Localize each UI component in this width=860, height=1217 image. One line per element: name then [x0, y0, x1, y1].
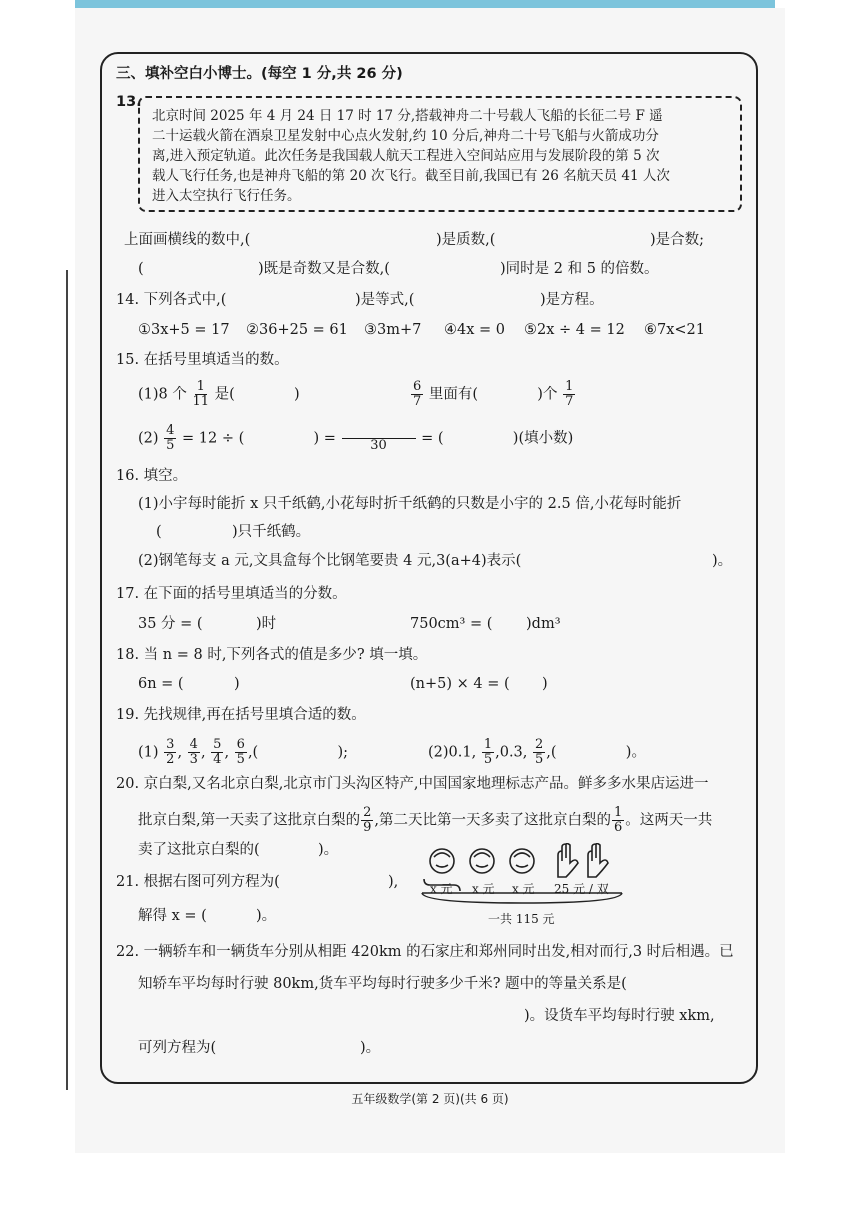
- frac-num: 2: [363, 805, 372, 820]
- label-total: 一共 115 元: [488, 912, 555, 926]
- gloves-picture: [418, 843, 638, 933]
- q19-part1: (1) $\frac{3}{2}$ , $\frac{4}{3}$ , $\frac{5}{4}$ , $\frac{6}{5}$ ,( );: [138, 737, 348, 767]
- q14-option-2: ②36+25 = 61: [246, 322, 348, 338]
- q13-line2b: )既是奇数又是合数,(: [258, 261, 390, 277]
- fraction-1-6: [612, 806, 624, 835]
- q20-line1: 20. 京白梨,又名北京白梨,北京市门头沟区特产,中国国家地理标志产品。鲜多多水果店运进一: [116, 776, 709, 792]
- frac-num: 5: [213, 737, 222, 752]
- q20-line3a: 卖了这批京白梨的(: [138, 842, 260, 858]
- q15-p1c: ): [294, 386, 300, 403]
- q14-option-6: ⑥7x<21: [644, 322, 706, 338]
- frac-num: 6: [413, 379, 422, 394]
- section-title: 三、填补空白小博士。(每空 1 分,共 26 分): [116, 66, 403, 82]
- fraction-4-3: [188, 738, 200, 767]
- fraction-2-9: [361, 806, 373, 835]
- frac-num: 1: [614, 805, 623, 820]
- q13-passage-line-3: 离,进入预定轨道。此次任务是我国载人航天工程进入空间站应用与发展阶段的第 5 次: [152, 148, 660, 164]
- q15-p2b: = 12 ÷ (: [182, 430, 245, 447]
- frac-den: 5: [535, 752, 544, 767]
- q19-p2a: (2)0.1,: [428, 744, 477, 761]
- q16-part2b: )。: [712, 553, 733, 569]
- fraction-6-5: [235, 738, 247, 767]
- frac-den: 7: [413, 394, 422, 409]
- q13-line1a: 上面画横线的数中,(: [124, 232, 251, 248]
- frac-num: 4: [189, 737, 198, 752]
- q21-b2: )。: [256, 908, 277, 924]
- q19-p1b: ,(: [247, 744, 259, 761]
- q15-p1b: 是(: [214, 386, 235, 403]
- q15-p1a: (1)8 个: [138, 386, 187, 403]
- q15-p2c: ) =: [313, 430, 336, 447]
- frac-den: 5: [483, 752, 493, 767]
- fraction-5-4: [211, 738, 223, 767]
- q13-passage-line-4: 载人飞行任务,也是神舟飞船的第 20 次飞行。截至目前,我国已有 26 名航天员 41 人次: [152, 168, 670, 184]
- frac-den: 9: [363, 820, 372, 835]
- q16-part1b: (: [156, 524, 162, 540]
- frac-den: 2: [166, 752, 175, 767]
- q16-title: 16. 填空。: [116, 468, 188, 484]
- q14-option-4: ④4x = 0: [444, 322, 505, 338]
- fraction-1-11: [192, 380, 209, 409]
- q15-p2e: = (: [421, 430, 444, 447]
- q18-a: 6n = (: [138, 676, 184, 692]
- q18-b2: ): [542, 676, 548, 692]
- q20-l2c: 。这两天一共: [625, 812, 713, 829]
- q19-p2b: ,0.3,: [495, 744, 528, 761]
- q19-p1a: (1): [138, 744, 159, 761]
- q20-l2b: ,第二天比第一天多卖了这批京白梨的: [374, 812, 611, 829]
- q13-passage-line-2: 二十运载火箭在酒泉卫星发射中心点火发射,约 10 分后,神舟二十号飞船与火箭成功分: [152, 128, 659, 144]
- q18-b: (n+5) × 4 = (: [410, 676, 510, 692]
- q15-part1-second: [410, 380, 576, 409]
- q17-b: 750cm³ = (: [410, 616, 493, 632]
- q16-part1: (1)小宇每时能折 x 只千纸鹤,小花每时折千纸鹤的只数是小宇的 2.5 倍,小花每时能折: [138, 496, 682, 512]
- frac-num: 4: [166, 423, 175, 438]
- frac-den: 30: [370, 438, 387, 453]
- q17-title: 17. 在下面的括号里填适当的分数。: [116, 586, 347, 602]
- fraction-6-7: [411, 380, 423, 409]
- q13-line2a: (: [138, 261, 144, 277]
- frac-num: 6: [236, 737, 245, 752]
- q14-text-b: )是等式,(: [355, 292, 415, 308]
- q18-title: 18. 当 n = 8 时,下列各式的值是多少? 填一填。: [116, 647, 428, 663]
- fraction-2-5: [533, 738, 545, 767]
- q14-option-5: ⑤2x ÷ 4 = 12: [524, 322, 625, 338]
- q17-b2: )dm³: [526, 616, 561, 632]
- q13-passage-line-5: 进入太空执行飞行任务。: [152, 188, 301, 204]
- frac-num: 1: [565, 379, 574, 394]
- q21-a: 21. 根据右图可列方程为(: [116, 874, 280, 890]
- frac-den: 5: [236, 752, 245, 767]
- q20-line3b: )。: [318, 842, 339, 858]
- fraction-1-5: [482, 738, 494, 767]
- q19-p1c: );: [337, 744, 348, 761]
- hand-glove-icon-left: [558, 844, 578, 878]
- q13-line1c: )是合数;: [650, 232, 705, 248]
- q13-passage-line-1: 北京时间 2025 年 4 月 24 日 17 时 17 分,搭载神舟二十号载人飞船的长征二号 F 遥: [152, 108, 663, 124]
- fraction-1-7: [563, 380, 575, 409]
- margin-line: [66, 270, 68, 1090]
- q22-line4b: )。: [360, 1040, 381, 1056]
- q15-p2f: )(填小数): [512, 430, 574, 447]
- label-x2: x 元: [472, 882, 495, 896]
- frac-num: 1: [483, 737, 493, 752]
- q13-line1b: )是质数,(: [436, 232, 496, 248]
- q20-line2: [138, 806, 712, 835]
- q14-text-a: 14. 下列各式中,(: [116, 292, 227, 308]
- q13-number: 13.: [116, 94, 142, 110]
- hand-glove-icon-right: [588, 844, 608, 878]
- frac-den: 4: [213, 752, 222, 767]
- q19-p2d: )。: [625, 744, 646, 761]
- q21-a2: ),: [388, 874, 399, 890]
- q15-title: 15. 在括号里填适当的数。: [116, 352, 289, 368]
- page-footer: 五年级数学(第 2 页)(共 6 页): [351, 1092, 509, 1106]
- q14-option-3: ③3m+7: [364, 322, 422, 338]
- q13-line2c: )同时是 2 和 5 的倍数。: [500, 261, 659, 277]
- fraction-4-5: [164, 424, 176, 453]
- q17-a2: )时: [256, 616, 277, 632]
- frac-den: 11: [192, 394, 210, 409]
- frac-den: 3: [189, 752, 198, 767]
- q22-line3: )。设货车平均每时行驶 xkm,: [524, 1008, 715, 1024]
- frac-num: 3: [166, 737, 175, 752]
- frac-num: 1: [196, 379, 205, 394]
- fraction-blank-30: [342, 424, 416, 453]
- q15-p1f: )个: [537, 386, 558, 403]
- frac-den: 6: [614, 820, 623, 835]
- q19-p2c: ,(: [546, 744, 557, 761]
- q16-part2: (2)钢笔每支 a 元,文具盒每个比钢笔要贵 4 元,3(a+4)表示(: [138, 553, 522, 569]
- fraction-3-2: [164, 738, 176, 767]
- label-x1: x 元: [430, 882, 453, 896]
- q21-b: 解得 x = (: [138, 908, 207, 924]
- label-pair: 25 元 / 双: [554, 882, 609, 896]
- q14-text-c: )是方程。: [540, 292, 604, 308]
- frac-den: 5: [166, 438, 175, 453]
- q20-l2a: 批京白梨,第一天卖了这批京白梨的: [138, 812, 361, 829]
- q15-part2: [138, 424, 573, 453]
- label-x3: x 元: [512, 882, 535, 896]
- frac-num: 2: [535, 737, 544, 752]
- q17-a: 35 分 = (: [138, 616, 203, 632]
- q22-line4a: 可列方程为(: [138, 1040, 217, 1056]
- frac-den: 7: [565, 394, 574, 409]
- q19-title: 19. 先找规律,再在括号里填合适的数。: [116, 707, 366, 723]
- frac-num-blank[interactable]: [342, 424, 416, 439]
- q14-option-1: ①3x+5 = 17: [138, 322, 230, 338]
- q18-a2: ): [234, 676, 240, 692]
- q15-part1: [138, 380, 300, 409]
- q15-p2a: (2): [138, 430, 159, 447]
- q16-part1c: )只千纸鹤。: [232, 524, 311, 540]
- q22-line2: 知轿车平均每时行驶 80km,货车平均每时行驶多少千米? 题中的等量关系是(: [138, 976, 627, 992]
- q15-p1e: 里面有(: [428, 386, 479, 403]
- q22-line1: 22. 一辆轿车和一辆货车分别从相距 420km 的石家庄和郑州同时出发,相对而行,3 时后相遇。已: [116, 944, 734, 960]
- q19-part2: [428, 738, 646, 767]
